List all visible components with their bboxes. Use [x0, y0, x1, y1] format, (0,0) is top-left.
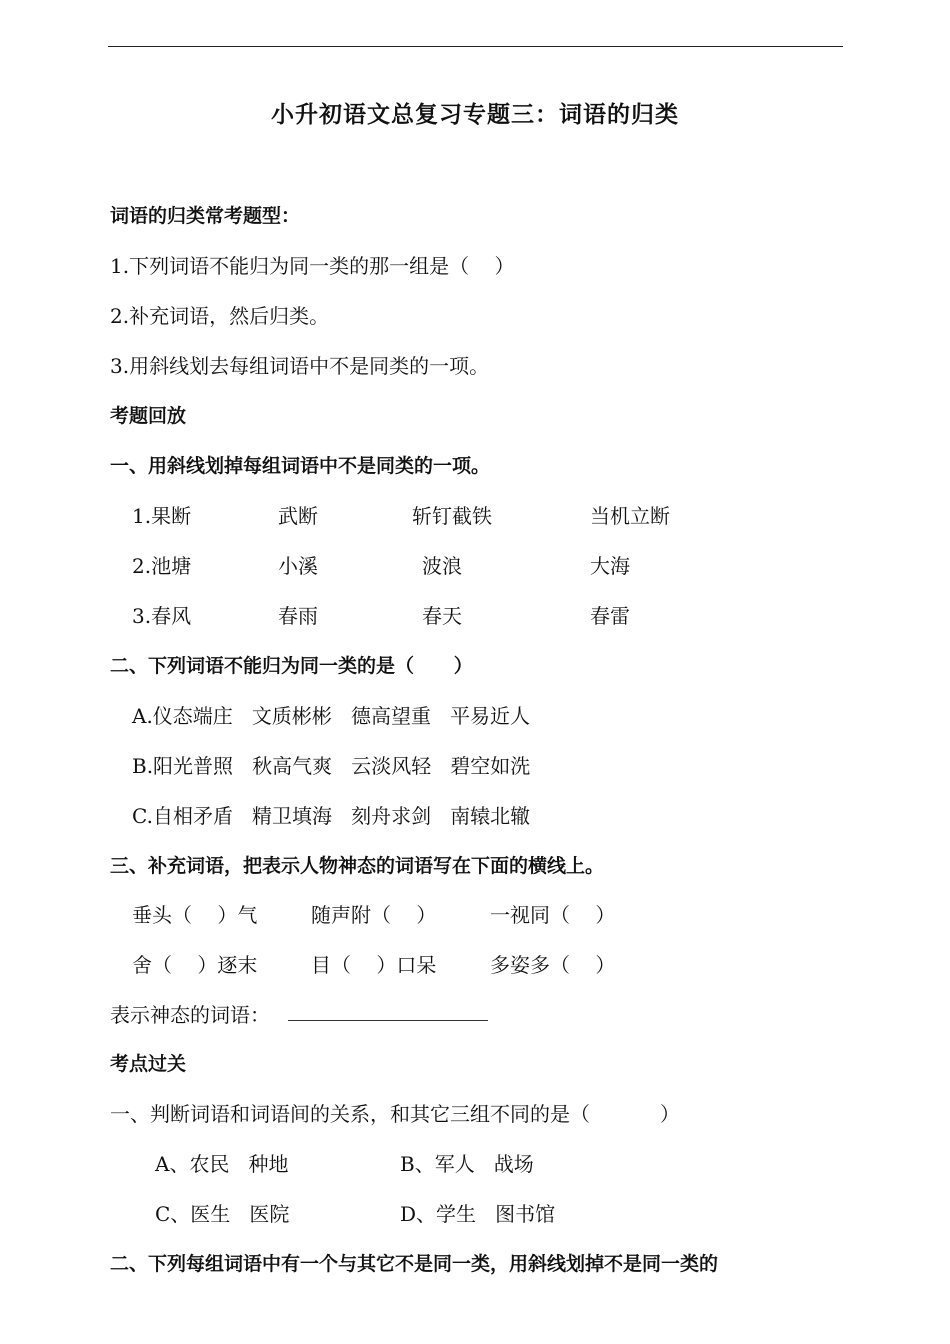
practice-q2-text: 二、下列每组词语中有一个与其它不是同一类，用斜线划掉不是同一类的 [110, 1253, 719, 1275]
intro-item-2: 2.补充词语，然后归类。 [110, 304, 330, 328]
word-cell: 3.春风 [132, 604, 192, 628]
fill-blank-word: 垂头（ ）气 [132, 903, 258, 927]
word-cell: 春雨 [278, 604, 318, 628]
fill-blank-word: 随声附（ ） [311, 903, 437, 927]
word-cell: 武断 [278, 504, 318, 528]
review-q1-heading: 一、用斜线划掉每组词语中不是同类的一项。 [110, 455, 491, 477]
option-c: C、医生 医院 [155, 1202, 290, 1226]
review-q2-heading: 二、下列词语不能归为同一类的是（ ） [110, 655, 473, 677]
answer-label: 表示神态的词语： [110, 1003, 270, 1027]
fill-blank-word: 多姿多（ ） [490, 953, 616, 977]
review-q3-heading: 三、补充词语，把表示人物神态的词语写在下面的横线上。 [110, 855, 605, 877]
intro-heading: 词语的归类常考题型： [110, 205, 301, 227]
fill-blank-word: 一视同（ ） [490, 903, 616, 927]
word-cell: 斩钉截铁 [412, 504, 492, 528]
review-heading: 考题回放 [110, 405, 187, 427]
option-d: D、学生 图书馆 [400, 1202, 556, 1226]
word-cell: 小溪 [278, 554, 318, 578]
word-cell: 波浪 [422, 554, 462, 578]
answer-blank-line [288, 1020, 488, 1021]
word-cell: 1.果断 [132, 504, 192, 528]
word-cell: 春天 [422, 604, 462, 628]
word-cell: 当机立断 [590, 504, 670, 528]
practice-q1-text: 一、判断词语和词语间的关系，和其它三组不同的是（ ） [110, 1102, 680, 1126]
fill-blank-word: 舍（ ）逐末 [132, 953, 258, 977]
word-cell: 春雷 [590, 604, 630, 628]
fill-blank-word: 目（ ）口呆 [311, 953, 437, 977]
review-q2-option-c: C.自相矛盾 精卫填海 刻舟求剑 南辕北辙 [132, 804, 531, 828]
intro-item-3: 3.用斜线划去每组词语中不是同类的一项。 [110, 354, 490, 378]
intro-item-1: 1.下列词语不能归为同一类的那一组是（ ） [110, 254, 515, 278]
page-title: 小升初语文总复习专题三：词语的归类 [271, 102, 679, 128]
review-q2-option-b: B.阳光普照 秋高气爽 云淡风轻 碧空如洗 [132, 754, 531, 778]
word-cell: 2.池塘 [132, 554, 192, 578]
option-b: B、军人 战场 [400, 1152, 534, 1176]
option-a: A、农民 种地 [155, 1152, 289, 1176]
header-rule [108, 46, 843, 47]
practice-heading: 考点过关 [110, 1053, 187, 1075]
review-q2-option-a: A.仪态端庄 文质彬彬 德高望重 平易近人 [132, 704, 531, 728]
word-cell: 大海 [590, 554, 630, 578]
